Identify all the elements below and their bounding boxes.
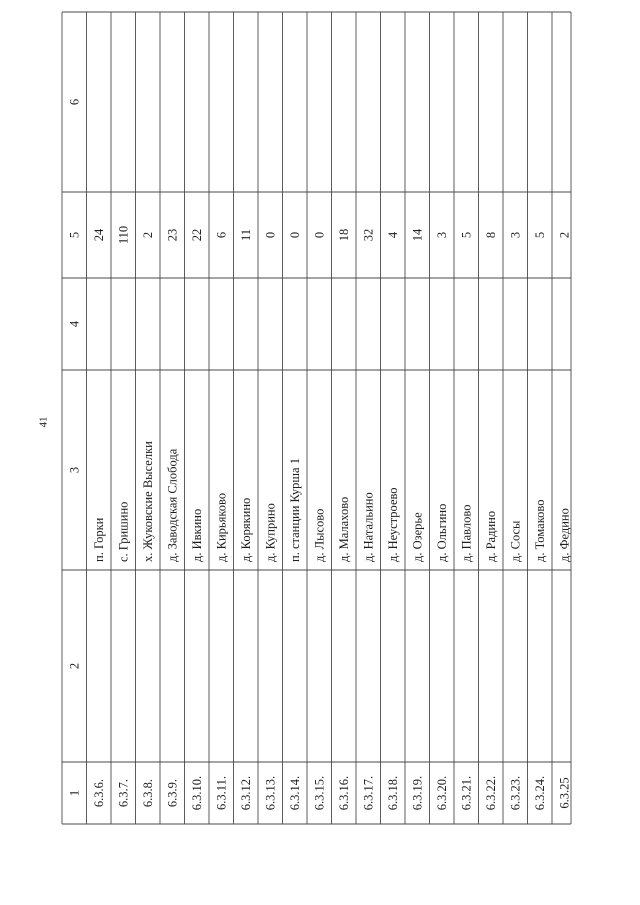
settlement-name: д. Кирьяково: [214, 492, 229, 562]
header-label: 2: [67, 662, 82, 670]
row-number: 6.3.9.: [165, 778, 180, 808]
row-number: 6.3.14.: [287, 775, 302, 811]
row-number: 6.3.8.: [140, 778, 155, 808]
settlement-name: д. Ольгино: [434, 503, 449, 562]
population-value: 11: [238, 228, 253, 242]
population-value: 22: [189, 228, 204, 242]
settlement-name: п. станции Курша 1: [287, 458, 302, 562]
row-number: 6.3.23.: [508, 775, 523, 811]
settlement-name: д. Малахово: [336, 496, 351, 562]
population-value: 110: [116, 225, 131, 245]
row-number: 6.3.10.: [189, 775, 204, 811]
settlement-name: д. Радино: [483, 510, 498, 562]
population-value: 5: [532, 231, 547, 239]
population-value: 3: [508, 231, 523, 239]
row-number: 6.3.7.: [116, 778, 131, 808]
population-value: 0: [287, 231, 302, 239]
header-label: 5: [67, 231, 82, 239]
page-number: 41: [37, 416, 50, 428]
settlement-name: д. Павлово: [459, 504, 474, 562]
population-value: 32: [361, 228, 376, 242]
settlement-name: д. Озерье: [410, 512, 425, 562]
settlement-name: д. Неустроево: [385, 487, 400, 562]
population-value: 0: [263, 231, 278, 239]
settlement-name: д. Натальино: [361, 492, 376, 562]
population-value: 18: [336, 228, 351, 242]
population-value: 3: [434, 231, 449, 239]
population-value: 0: [312, 231, 327, 239]
row-number: 6.3.24.: [532, 775, 547, 811]
population-value: 2: [557, 231, 572, 239]
population-value: 24: [91, 228, 106, 242]
population-value: 6: [214, 231, 229, 239]
row-number: 6.3.16.: [336, 775, 351, 811]
settlement-name: с. Гришино: [116, 501, 131, 562]
header-label: 6: [67, 98, 82, 106]
settlement-name: д. Лысово: [312, 508, 327, 562]
settlement-name: д. Куприно: [263, 503, 278, 562]
row-number: 6.3.18.: [385, 775, 400, 811]
settlement-name: х. Жуковские Выселки: [140, 441, 155, 562]
row-number: 6.3.13.: [263, 775, 278, 811]
row-number: 6.3.12.: [238, 775, 253, 811]
settlement-name: п. Горки: [91, 517, 106, 562]
row-number: 6.3.11.: [214, 776, 229, 810]
header-label: 1: [67, 789, 82, 797]
population-value: 5: [459, 231, 474, 239]
row-number: 6.3.22.: [483, 775, 498, 811]
settlement-name: д. Корякино: [238, 497, 253, 562]
row-number: 6.3.19.: [410, 775, 425, 811]
population-value: 8: [483, 231, 498, 239]
settlement-name: д. Ивкино: [189, 508, 204, 562]
settlement-name: д. Томаково: [532, 499, 547, 562]
population-value: 2: [140, 231, 155, 239]
settlement-name: д. Сосы: [508, 520, 523, 562]
row-number: 6.3.17.: [361, 775, 376, 811]
settlement-name: д. Заводская Слобода: [165, 448, 180, 562]
population-value: 14: [410, 228, 425, 242]
settlement-name: д. Федино: [557, 508, 572, 562]
row-number: 6.3.20.: [434, 775, 449, 811]
row-number: 6.3.25: [557, 777, 572, 809]
population-value: 4: [385, 231, 400, 239]
row-number: 6.3.21.: [459, 775, 474, 811]
header-label: 3: [67, 466, 82, 474]
row-number: 6.3.6.: [91, 778, 106, 808]
row-number: 6.3.15.: [312, 775, 327, 811]
header-label: 4: [67, 320, 82, 328]
population-value: 23: [165, 228, 180, 242]
